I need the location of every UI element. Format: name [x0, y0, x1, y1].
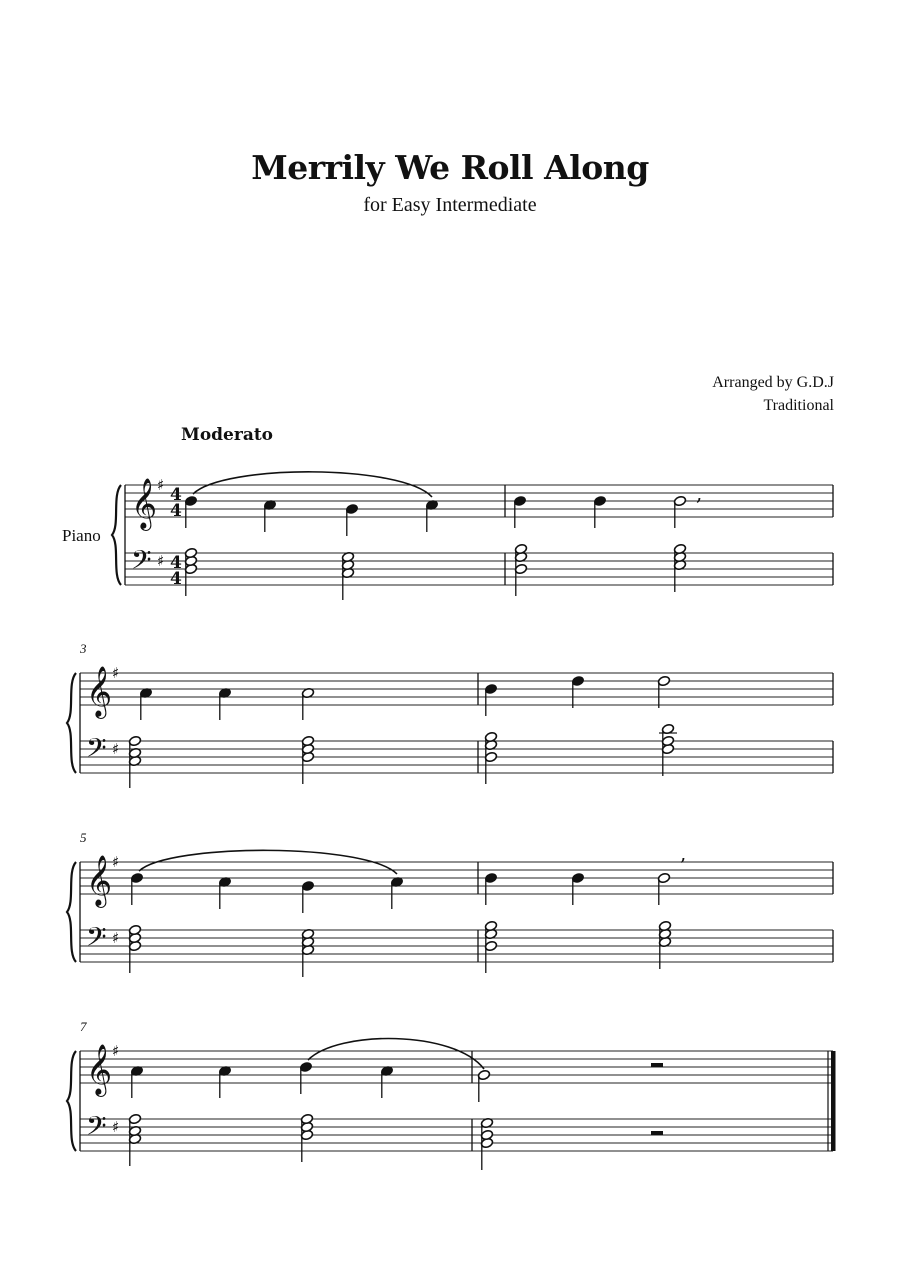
time-signature-denominator: 4 [170, 569, 182, 589]
brace [67, 862, 76, 962]
sharp-icon: ♯ [112, 929, 120, 947]
brace [67, 1051, 76, 1151]
treble-clef-icon: 𝄞 [86, 855, 113, 906]
slur [308, 1039, 484, 1069]
score-subtitle: for Easy Intermediate [363, 194, 537, 216]
composer-credit: Traditional [763, 397, 834, 414]
instrument-label: Piano [62, 526, 101, 545]
treble-clef-icon: 𝄞 [131, 478, 158, 529]
half-rest [651, 1063, 663, 1067]
final-barline-thick [831, 1051, 836, 1151]
arranger-credit: Arranged by G.D.J [712, 374, 834, 391]
sharp-icon: ♯ [112, 1118, 120, 1136]
measure-number: 5 [80, 830, 87, 845]
bass-clef-icon: 𝄢 [86, 921, 107, 959]
sharp-icon: ♯ [112, 853, 120, 871]
bass-clef-icon: 𝄢 [86, 1110, 107, 1148]
treble-clef-icon: 𝄞 [86, 1044, 113, 1095]
tempo-marking: Moderato [181, 425, 274, 445]
breath-mark: , [696, 481, 703, 505]
bass-clef-icon: 𝄢 [131, 544, 152, 582]
brace [112, 485, 121, 585]
sharp-icon: ♯ [112, 740, 120, 758]
bass-clef-icon: 𝄢 [86, 732, 107, 770]
time-signature-numerator: 4 [170, 485, 182, 505]
sharp-icon: ♯ [157, 552, 165, 570]
score-systems [67, 472, 836, 1170]
sharp-icon: ♯ [157, 476, 165, 494]
breath-mark: , [680, 841, 687, 865]
brace [67, 673, 76, 773]
sharp-icon: ♯ [112, 1042, 120, 1060]
measure-number: 7 [80, 1019, 87, 1034]
sharp-icon: ♯ [112, 664, 120, 682]
time-signature-denominator: 4 [170, 501, 182, 521]
measure-number: 3 [80, 641, 87, 656]
score-title: Merrily We Roll Along [251, 148, 649, 187]
treble-clef-icon: 𝄞 [86, 666, 113, 717]
half-rest [651, 1131, 663, 1135]
time-signature-numerator: 4 [170, 553, 182, 573]
